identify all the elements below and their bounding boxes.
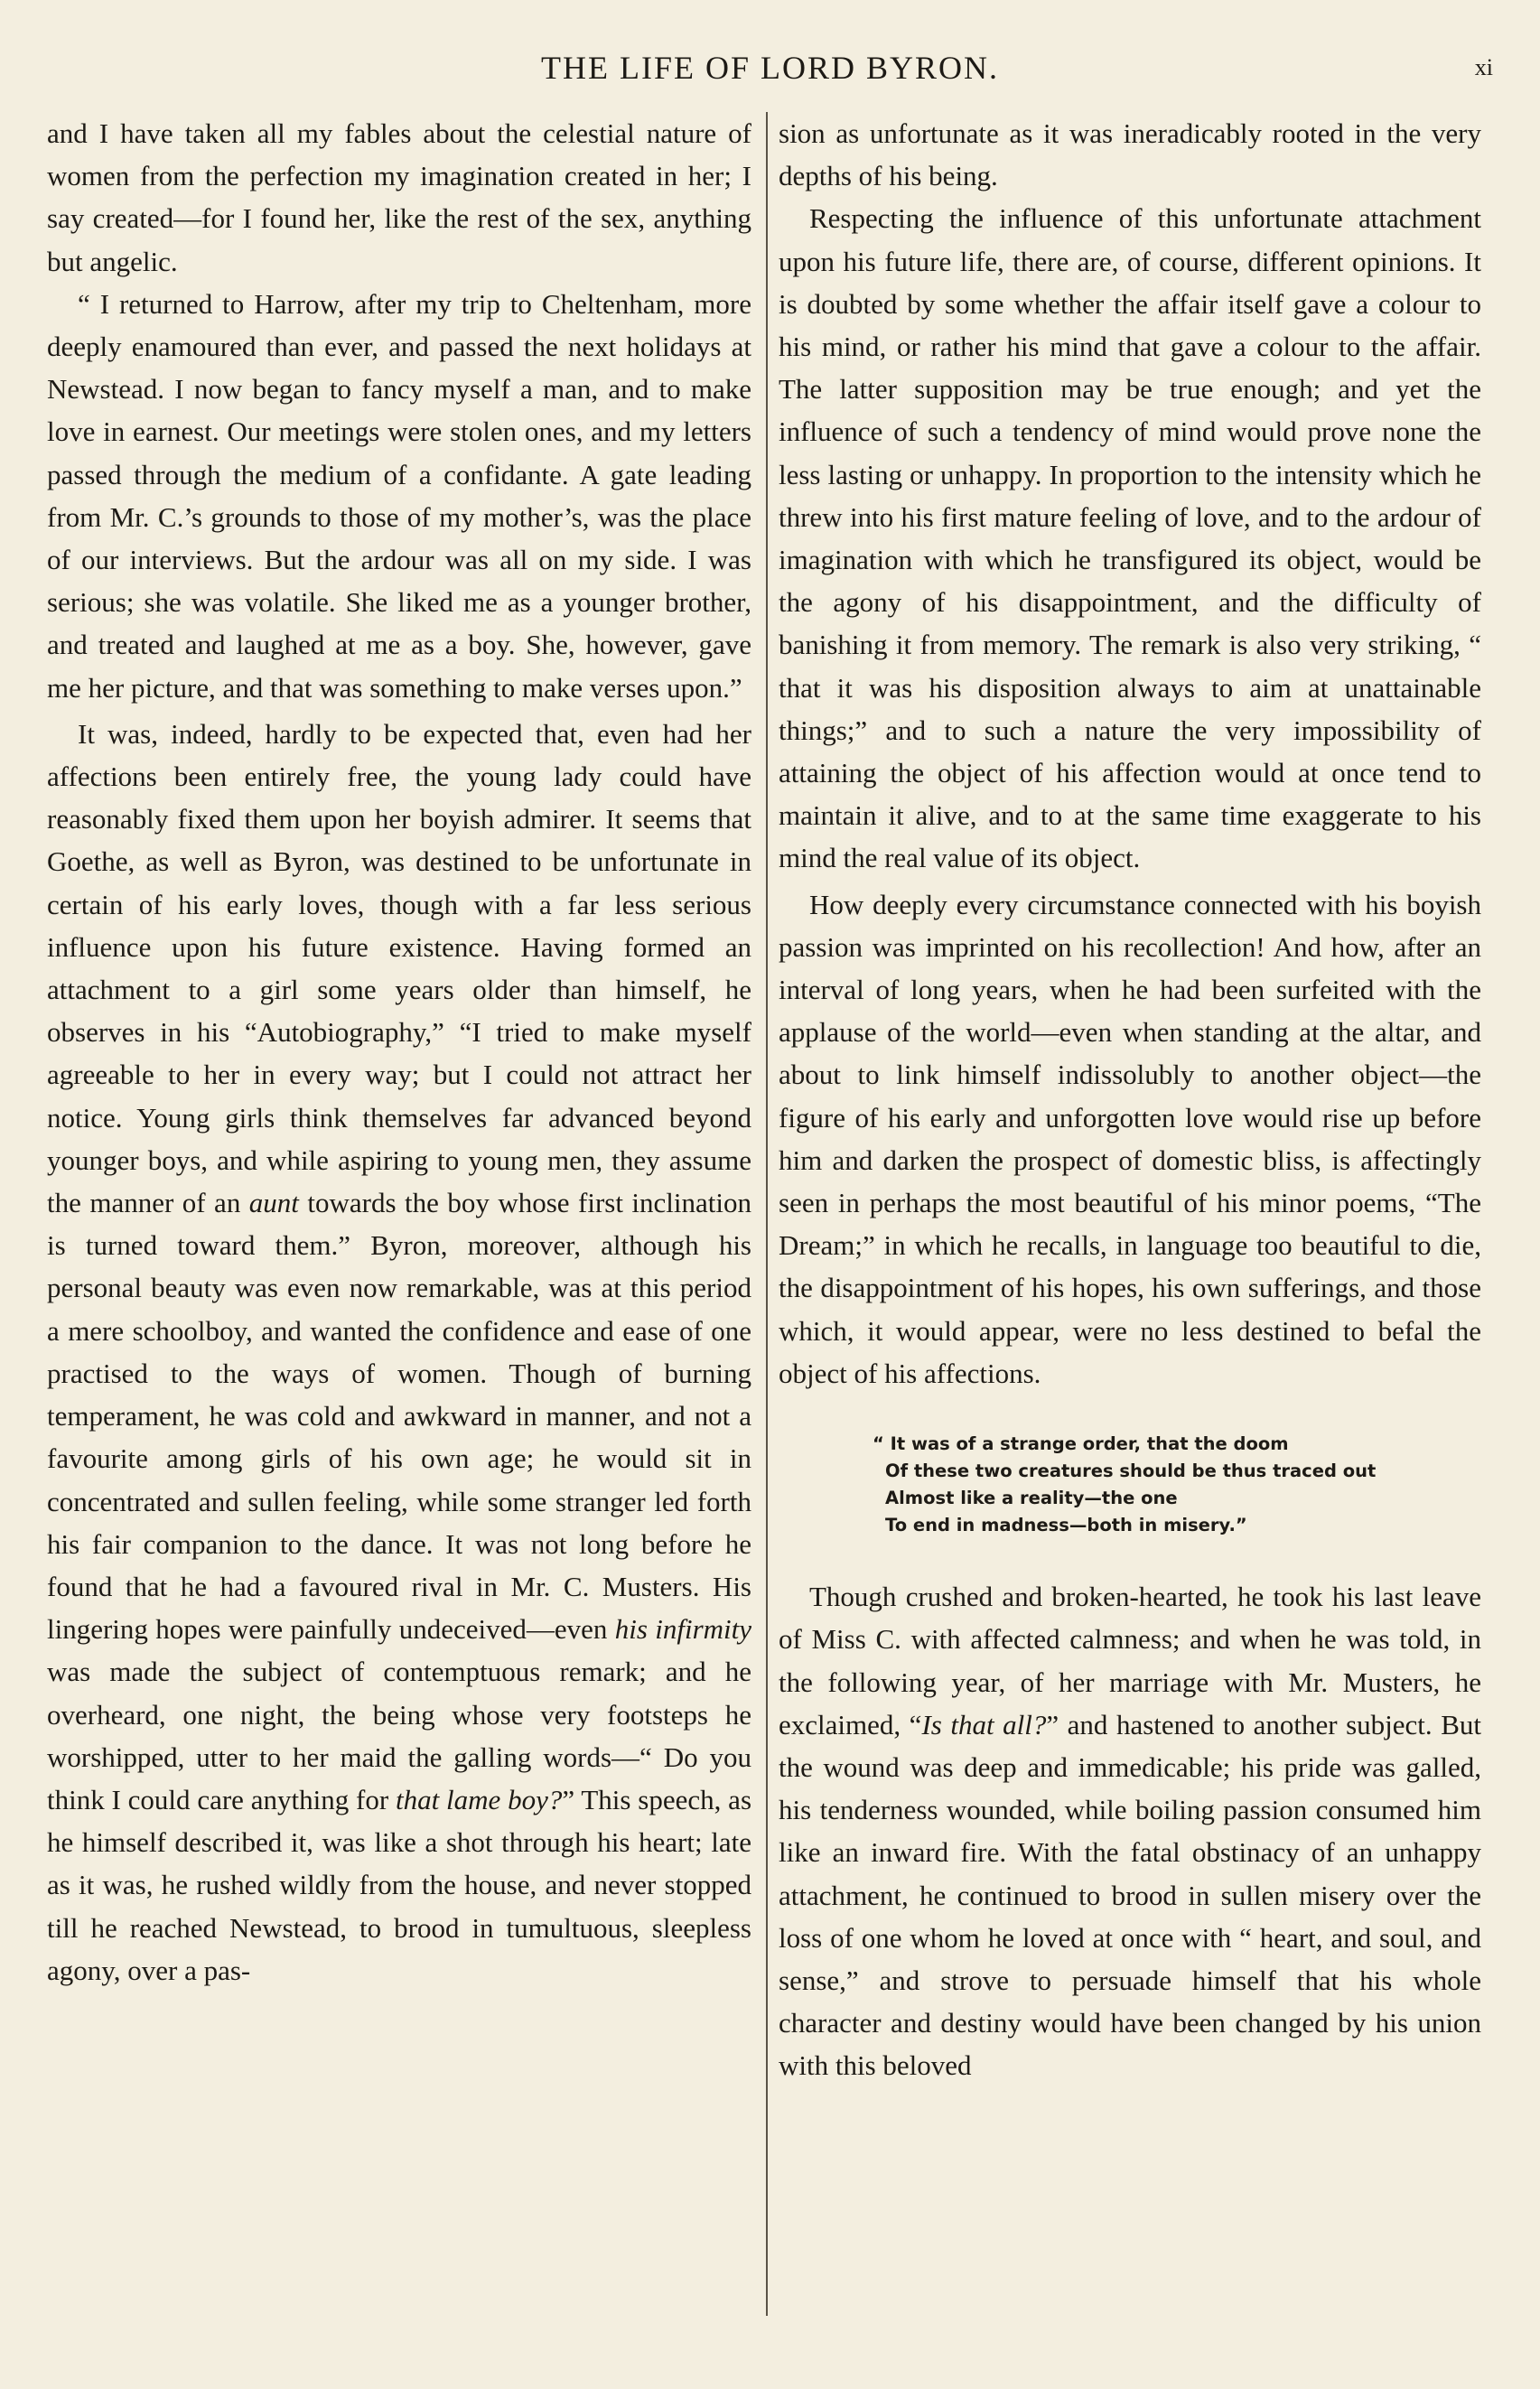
paragraph: Respecting the influence of this unfortunate attachment upon his future life, there are, of course, different opinions. It is doubted by some whether the affair itself gave a colour to his mind, or rather his mind that gave a colour to the affair. The latter supposition may be true enough; and yet the influence of such a tendency of mind would prove none the less lasting or unhappy. In proportion to the intensity which he threw into his first mature feeling of love, and to the ardour of imagination with which he transfigured its object, would be the agony of his disappointment, and the difficulty of banishing it from memory. The remark is also very striking, “ that it was his disposition always to aim at unattainable things;” and to such a nature the very impossibility of attaining the object of his affection would at once tend to maintain it alive, and to at the same time exaggerate to his mind the real value of its object.: [779, 202, 1481, 874]
poem-line: “ It was of a strange order, that the doom: [873, 1433, 1289, 1455]
paragraph: and I have taken all my fables about the celestial nature of women from the perfection my imagination created in her; I say created—for I found her, like the rest of the sex, anything but angelic.: [47, 117, 751, 277]
emphasis: that lame boy?: [396, 1783, 563, 1815]
text-run: ” and hastened to another subject. But the wound was deep and immedicable; his pride was galled, his tenderness wounded, while boiling passion consumed him like an inward fire. With the fatal obstinacy of an unhappy attachment, he continued to brood in sullen misery over the loss of one whom he loved at once with “ heart, and soul, and sense,” and strove to persuade himself that his whole character and destiny would have been changed by his union with this beloved: [779, 1708, 1481, 2082]
paragraph: sion as unfortunate as it was ineradicably rooted in the very depths of his being.: [779, 117, 1481, 192]
right-column: [779, 112, 1481, 2087]
emphasis: his infirmity: [614, 1613, 752, 1646]
poem-line: Of these two creatures should be thus traced out: [885, 1460, 1377, 1482]
text-run: Though crushed and broken-hearted, he took his last leave of Miss C. with affected calmness; and when he was told, in the following year, of her marriage with Mr. Musters, he exclaimed, “: [779, 1581, 1481, 1740]
text-run: towards the boy whose first inclination is turned toward them.” Byron, moreover, although his personal beauty was even now remarkable, was at this period a mere schoolboy, and wanted the confidence and ease of one practised to the ways of women. Though of burning temperament, he was cold and awkward in manner, and not a favourite among girls of his own age; he would sit in concentrated and sullen feeling, while some stranger led forth his fair companion to the dance. It was not long before he found that he had a favoured rival in Mr. C. Musters. His lingering hopes were painfully undeceived—even: [47, 1187, 751, 1646]
emphasis: Is that all?: [921, 1708, 1047, 1740]
running-title: THE LIFE OF LORD BYRON.: [540, 50, 999, 86]
left-column: [47, 112, 751, 1992]
paragraph: [47, 713, 751, 1992]
column-divider: [766, 112, 768, 2316]
poem-quotation: [873, 1431, 1481, 1539]
poem-line: To end in madness—both in misery.”: [885, 1515, 1247, 1536]
page-number: xi: [1474, 54, 1493, 80]
text-run: It was, indeed, hardly to be expected that, even had her affections been entirely free, the young lady could have reasonably fixed them upon her boyish admirer. It seems that Goethe, as well as Byron, was destined to be unfortunate in certain of his early loves, though with a far less serious influence upon his future existence. Having formed an attachment to a girl some years older than himself, he observes in his “Autobiography,” “I tried to make myself agreeable to her in every way; but I could not attract her notice. Young girls think themselves far advanced beyond younger boys, and while aspiring to young men, they assume the manner of an: [47, 717, 751, 1219]
paragraph: “ I returned to Harrow, after my trip to Cheltenham, more deeply enamoured than ever, and passed the next holidays at Newstead. I now began to fancy myself a man, and to make love in earnest. Our meetings were stolen ones, and my letters passed through the medium of a confidante. A gate leading from Mr. C.’s grounds to those of my mother’s, was the place of our interviews. But the ardour was all on my side. I was serious; she was volatile. She liked me as a younger brother, and treated and laughed at me as a boy. She, however, gave me her picture, and that was something to make verses upon.”: [47, 287, 751, 704]
paragraph: [779, 1575, 1481, 2086]
emphasis: aunt: [248, 1187, 299, 1219]
paragraph: How deeply every circumstance connected with his boyish passion was imprinted on his recollection! And how, after an interval of long years, when he had been surfeited with the applause of the world—even when standing at the altar, and about to link himself indissolubly to another object—the figure of his early and unforgotten love would rise up before him and darken the prospect of domestic bliss, is affectingly seen in perhaps the most beautiful of his minor poems, “The Dream;” in which he recalls, in language too beautiful to die, the disappointment of his hopes, his own sufferings, and those which, it would appear, were no less destined to befal the object of his affections.: [779, 888, 1481, 1389]
text-run: was made the subject of contemptuous remark; and he overheard, one night, the being whose very footsteps he worshipped, utter to her maid the galling words—“ Do you think I could care anything for: [47, 1656, 751, 1815]
poem-line: Almost like a reality—the one: [885, 1488, 1178, 1509]
page-header: [0, 45, 1540, 90]
text-run: ” This speech, as he himself described it, was like a shot through his heart; late as it was, he rushed wildly from the house, and never stopped till he reached Newstead, to brood in tumultuous, sleepless agony, over a pas-: [47, 1783, 752, 1986]
